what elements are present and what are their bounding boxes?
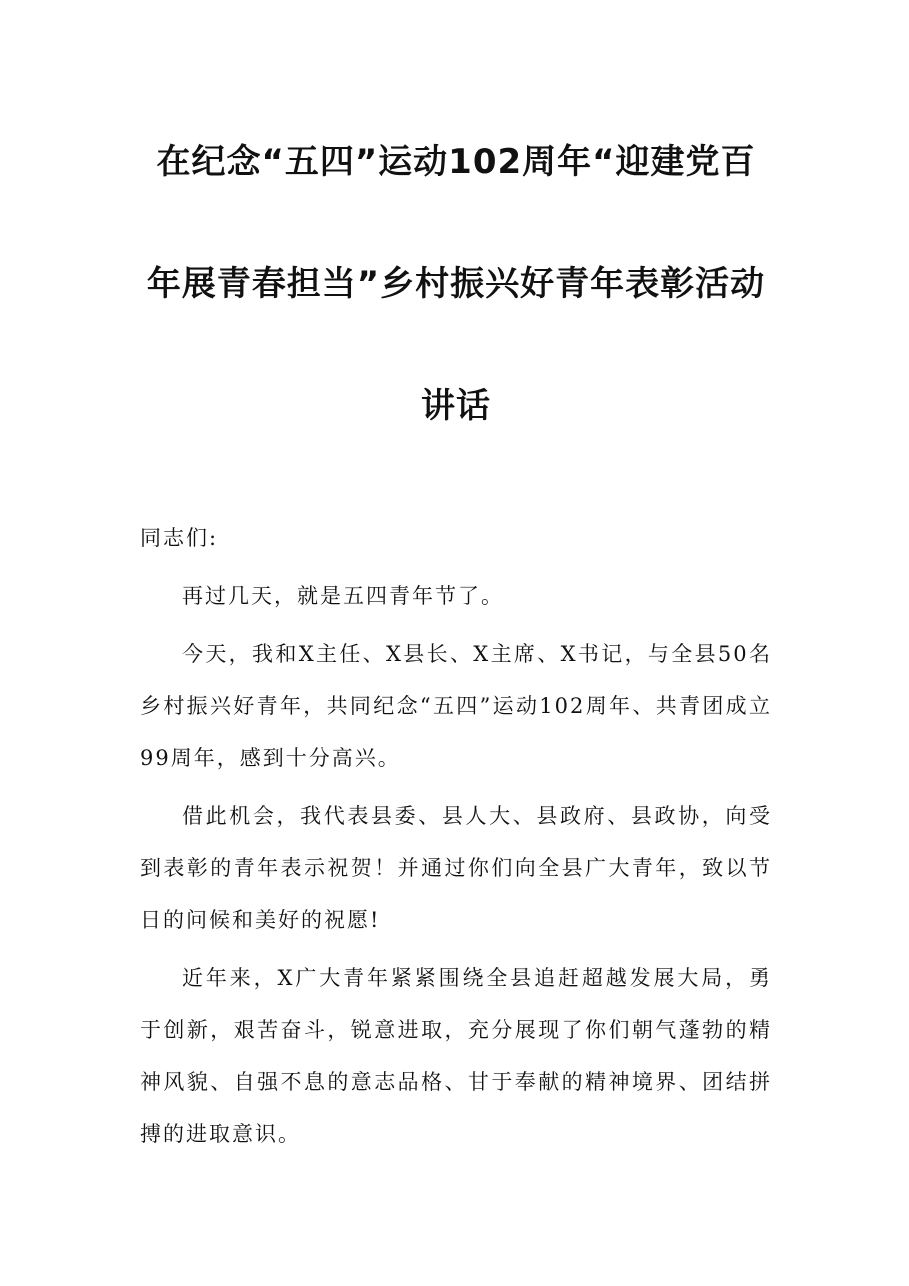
paragraph-3: 借此机会，我代表县委、县人大、县政府、县政协，向受到表彰的青年表示祝贺！并通过你们向全县广大青年，致以节日的问候和美好的祝愿! — [140, 804, 772, 932]
document-title — [140, 142, 772, 426]
title-line-3: 讲话 — [421, 386, 491, 426]
salutation: 同志们: — [140, 526, 219, 550]
paragraph-2: 今天，我和X主任、X县长、X主席、X书记，与全县50名乡村振兴好青年，共同纪念“五四”运动102周年、共青团成立99周年，感到十分高兴。 — [140, 642, 772, 770]
document-body — [140, 512, 772, 1160]
title-line-1: 在纪念“五四”运动102周年“迎建党百 — [156, 142, 756, 182]
title-line-2: 年展青春担当”乡村振兴好青年表彰活动 — [146, 264, 766, 304]
paragraph-1: 再过几天，就是五四青年节了。 — [182, 584, 504, 608]
paragraph-4: 近年来，X广大青年紧紧围绕全县追赶超越发展大局，勇于创新，艰苦奋斗，锐意进取，充分展现了你们朝气蓬勃的精神风貌、自强不息的意志品格、甘于奉献的精神境界、团结拼搏的进取意识。 — [140, 966, 772, 1146]
